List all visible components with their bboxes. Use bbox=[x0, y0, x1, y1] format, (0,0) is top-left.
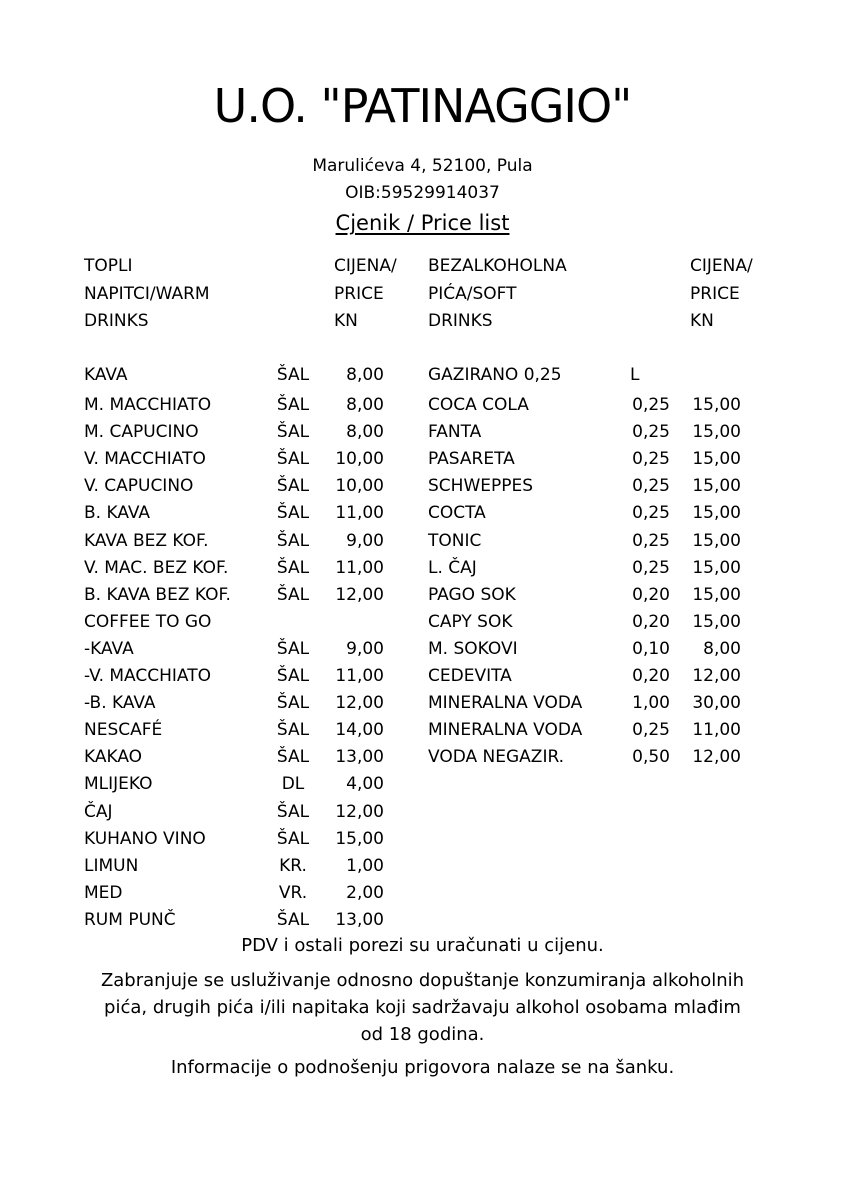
soft-item-name: M. SOKOVI bbox=[428, 638, 518, 659]
warm-item-price: 14,00 bbox=[335, 720, 384, 741]
warm-item-price: 9,00 bbox=[346, 638, 384, 659]
warm-heading-line: DRINKS bbox=[84, 311, 149, 331]
warm-item-price: 11,00 bbox=[335, 557, 384, 578]
soft-item-name: TONIC bbox=[428, 530, 482, 551]
warm-item-unit: DL bbox=[281, 774, 305, 795]
warm-item-price: 8,00 bbox=[346, 395, 384, 415]
soft-item-price: 15,00 bbox=[692, 395, 741, 415]
warm-item-name: KUHANO VINO bbox=[84, 828, 206, 849]
soft-item-volume: 0,25 bbox=[632, 530, 670, 551]
soft-item-volume: 0,20 bbox=[632, 611, 670, 632]
warm-item-name: V. MAC. BEZ KOF. bbox=[84, 557, 229, 578]
warm-item-unit: ŠAL bbox=[276, 503, 310, 524]
warm-item-name: -B. KAVA bbox=[84, 693, 156, 714]
soft-item-volume: 0,25 bbox=[632, 557, 670, 578]
soft-item-name: COCA COLA bbox=[428, 395, 529, 415]
warm-item-name: B. KAVA BEZ KOF. bbox=[84, 584, 231, 605]
warm-item-name: M. MACCHIATO bbox=[84, 395, 212, 415]
soft-item-name: CEDEVITA bbox=[428, 666, 512, 686]
soft-item-name: MINERALNA VODA bbox=[428, 720, 583, 741]
warm-item-name: KAKAO bbox=[84, 747, 143, 768]
warm-item-name: KAVA BEZ KOF. bbox=[84, 530, 209, 551]
soft-item-name: L. ČAJ bbox=[428, 557, 477, 578]
warm-item-unit: VR. bbox=[278, 882, 308, 903]
warm-item-unit: ŠAL bbox=[276, 666, 310, 686]
warm-item-price: 9,00 bbox=[346, 530, 384, 551]
warm-item-price: 12,00 bbox=[335, 693, 384, 714]
warm-item-name: KAVA bbox=[84, 365, 128, 385]
warm-item-price: 13,00 bbox=[335, 909, 384, 930]
warm-item-price: 8,00 bbox=[346, 365, 384, 385]
warm-item-price: 13,00 bbox=[335, 747, 384, 768]
warm-item-unit: ŠAL bbox=[276, 801, 310, 822]
warm-item-name: B. KAVA bbox=[84, 503, 151, 524]
soft-item-unit: L bbox=[630, 365, 640, 385]
warm-item-unit: ŠAL bbox=[276, 638, 310, 659]
warm-item-price: 10,00 bbox=[335, 449, 384, 470]
address: Marulićeva 4, 52100, Pula bbox=[312, 156, 533, 176]
warm-price-heading-line: PRICE bbox=[334, 283, 384, 304]
soft-item-volume: 0,20 bbox=[632, 666, 670, 686]
soft-price-heading-line: PRICE bbox=[690, 283, 740, 304]
alcohol-note-line-1: Zabranjuje se usluživanje odnosno dopuštanje konzumiranja alkoholnih bbox=[100, 970, 745, 991]
soft-item-name: CAPY SOK bbox=[428, 611, 513, 632]
warm-item-name: LIMUN bbox=[84, 855, 139, 876]
soft-item-name: COCTA bbox=[428, 503, 486, 524]
alcohol-note-line-2: pića, drugih pića i/ili napitaka koji sadržavaju alkohol osobama mlađim bbox=[104, 997, 741, 1018]
warm-item-name: V. CAPUCINO bbox=[84, 476, 194, 497]
soft-item-price: 15,00 bbox=[692, 503, 741, 524]
warm-item-unit: ŠAL bbox=[276, 557, 310, 578]
soft-item-name: GAZIRANO 0,25 bbox=[428, 365, 562, 385]
warm-item-name: COFFEE TO GO bbox=[84, 611, 212, 632]
warm-item-price: 11,00 bbox=[335, 503, 384, 524]
soft-item-volume: 0,50 bbox=[632, 747, 670, 768]
soft-item-price: 15,00 bbox=[692, 530, 741, 551]
warm-heading-line: TOPLI bbox=[84, 256, 133, 276]
warm-item-name: MLIJEKO bbox=[84, 774, 153, 795]
soft-item-volume: 0,25 bbox=[632, 449, 670, 470]
soft-item-volume: 0,20 bbox=[632, 584, 670, 605]
warm-item-unit: ŠAL bbox=[276, 909, 310, 930]
soft-item-volume: 0,25 bbox=[632, 720, 670, 741]
soft-item-volume: 0,25 bbox=[632, 422, 670, 443]
complaints-note: Informacije o podnošenju prigovora nalaze se na šanku. bbox=[170, 1057, 675, 1078]
soft-item-name: SCHWEPPES bbox=[428, 476, 534, 497]
warm-item-name: M. CAPUCINO bbox=[84, 422, 199, 443]
soft-price-heading-line: KN bbox=[690, 311, 714, 331]
soft-item-volume: 0,10 bbox=[632, 638, 670, 659]
warm-item-name: NESCAFÉ bbox=[84, 720, 163, 741]
warm-item-unit: ŠAL bbox=[276, 693, 310, 714]
warm-item-name: -KAVA bbox=[84, 638, 134, 659]
alcohol-note-line-3: od 18 godina. bbox=[360, 1024, 485, 1045]
menu-title: U.O. "PATINAGGIO" bbox=[213, 79, 632, 133]
warm-item-price: 1,00 bbox=[346, 855, 384, 876]
warm-item-unit: ŠAL bbox=[276, 747, 310, 768]
warm-item-price: 8,00 bbox=[346, 422, 384, 443]
price-list-heading: Cjenik / Price list bbox=[335, 211, 510, 235]
warm-heading-line: NAPITCI/WARM bbox=[84, 283, 210, 304]
warm-item-unit: ŠAL bbox=[276, 828, 310, 849]
soft-item-name: VODA NEGAZIR. bbox=[428, 747, 565, 768]
soft-item-price: 12,00 bbox=[692, 666, 741, 686]
warm-item-unit: ŠAL bbox=[276, 449, 310, 470]
warm-item-unit: ŠAL bbox=[276, 720, 310, 741]
soft-item-name: FANTA bbox=[428, 422, 482, 443]
tax-note: PDV i ostali porezi su uračunati u cijenu. bbox=[241, 935, 604, 956]
soft-item-name: PASARETA bbox=[428, 449, 515, 470]
soft-item-price: 15,00 bbox=[692, 557, 741, 578]
soft-heading-line: DRINKS bbox=[428, 311, 493, 331]
warm-item-price: 12,00 bbox=[335, 584, 384, 605]
warm-price-heading-line: CIJENA/ bbox=[334, 256, 397, 276]
soft-item-volume: 0,25 bbox=[632, 395, 670, 415]
oib: OIB:59529914037 bbox=[345, 183, 500, 203]
soft-item-price: 8,00 bbox=[703, 638, 741, 659]
soft-item-price: 11,00 bbox=[692, 720, 741, 741]
warm-item-name: MED bbox=[84, 882, 123, 903]
soft-item-volume: 0,25 bbox=[632, 503, 670, 524]
soft-heading-line: BEZALKOHOLNA bbox=[428, 256, 567, 276]
warm-item-unit: ŠAL bbox=[276, 584, 310, 605]
soft-item-volume: 0,25 bbox=[632, 476, 670, 497]
warm-item-unit: KR. bbox=[279, 855, 307, 876]
warm-item-price: 2,00 bbox=[346, 882, 384, 903]
soft-item-price: 15,00 bbox=[692, 611, 741, 632]
warm-item-price: 11,00 bbox=[335, 666, 384, 686]
warm-item-name: V. MACCHIATO bbox=[84, 449, 206, 470]
soft-item-volume: 1,00 bbox=[632, 693, 670, 714]
soft-heading-line: PIĆA/SOFT bbox=[428, 283, 517, 304]
warm-item-unit: ŠAL bbox=[276, 395, 310, 415]
warm-item-price: 10,00 bbox=[335, 476, 384, 497]
soft-item-price: 12,00 bbox=[692, 747, 741, 768]
soft-item-price: 15,00 bbox=[692, 584, 741, 605]
soft-item-name: MINERALNA VODA bbox=[428, 693, 583, 714]
warm-item-unit: ŠAL bbox=[276, 530, 310, 551]
warm-price-heading-line: KN bbox=[334, 311, 358, 331]
soft-price-heading-line: CIJENA/ bbox=[690, 256, 753, 276]
warm-item-name: RUM PUNČ bbox=[84, 909, 176, 930]
warm-item-name: -V. MACCHIATO bbox=[84, 666, 211, 686]
warm-item-price: 12,00 bbox=[335, 801, 384, 822]
soft-item-price: 30,00 bbox=[692, 693, 741, 714]
soft-item-name: PAGO SOK bbox=[428, 584, 516, 605]
warm-item-price: 15,00 bbox=[335, 828, 384, 849]
soft-item-price: 15,00 bbox=[692, 449, 741, 470]
warm-item-unit: ŠAL bbox=[276, 422, 310, 443]
soft-item-price: 15,00 bbox=[692, 422, 741, 443]
warm-item-name: ČAJ bbox=[84, 801, 113, 822]
warm-item-unit: ŠAL bbox=[276, 476, 310, 497]
soft-item-price: 15,00 bbox=[692, 476, 741, 497]
warm-item-price: 4,00 bbox=[346, 774, 384, 795]
warm-item-unit: ŠAL bbox=[276, 365, 310, 385]
